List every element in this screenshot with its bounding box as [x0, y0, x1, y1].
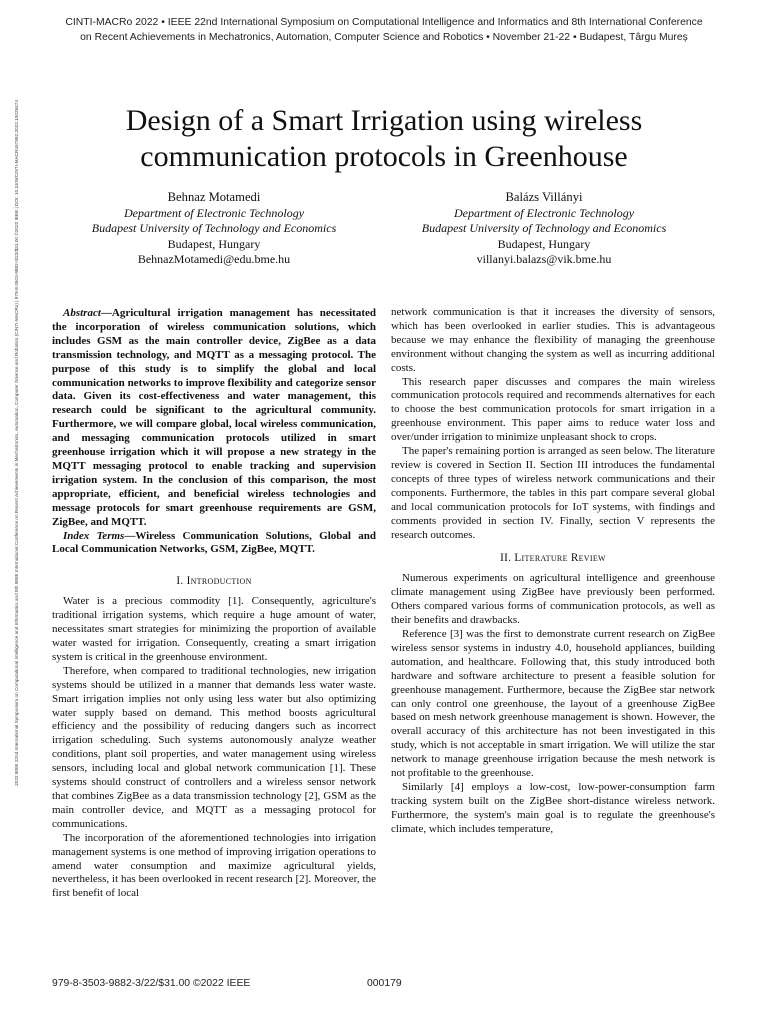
- section-number: II.: [500, 552, 512, 565]
- author-email: BehnazMotamedi@edu.bme.hu: [137, 251, 291, 266]
- section-title: Introduction: [186, 575, 252, 588]
- abstract: [52, 307, 376, 530]
- paragraph: Similarly [4] employs a low-cost, low-power-consumption farm tracking system built on the ZigBee short-distance wireless network. Furthermore, the system's main goal is to regulate the greenhouse's climate, which includes temperature,: [391, 781, 715, 835]
- author-location: Budapest, Hungary: [167, 236, 261, 251]
- paragraph: Therefore, when compared to traditional technologies, new irrigation systems should be utilized in a manner that demands less water waste. Smart irrigation implies not only using less water but also optimizing water supply based on demand. This method boosts agricultural efficiency and the possibility of reducing dangers such as incorrect irrigation scheduling. Such systems autonomously analyze weather conditions, plant soil properties, and water management using wireless sensors, including local and global network communication [1]. These systems should construct of controllers and a wireless sensor network that combines ZigBee as a data transmission technology [2], GSM as the main controller device, and MQTT as a messaging protocol for communications.: [52, 664, 376, 830]
- author-1: [44, 189, 384, 267]
- abstract-text: —Agricultural irrigation management has necessitated the incorporation of wireless communication solutions, which includes GSM as the main controller device, ZigBee as a data transmission technology, and MQTT as a messaging protocol. The purpose of this study is to simplify the global and local communication networks to improve flexibility and categorize sensor data. Given its cost-effectiveness and water management, this research could be significant to the agricultural community. Furthermore, we will compare global, local wireless communication, and messaging communication protocols utilized in smart greenhouse irrigation which it will propose a new strategy in the MQTT messaging protocol to enable tracking and supervision irrigation system. In the conclusion of this comparison, the most appropriate, efficient, and beneficial wireless technologies and message protocols for smart greenhouse requirements are GSM, ZigBee, and MQTT.: [52, 307, 376, 528]
- paragraph: This research paper discusses and compares the main wireless communication protocols required and recommends alternatives for each to choose the best communication protocols for smart irrigation in a greenhouse environment. This paper aims to reduce water loss and over/under irrigation to minimize unpleasant shock to crops.: [391, 375, 715, 444]
- section-heading-literature-review: [391, 551, 715, 565]
- author-department: Department of Electronic Technology: [123, 206, 305, 220]
- paragraph: Water is a precious commodity [1]. Consequently, agriculture's traditional irrigation systems, which require a huge amount of water, necessitates smart strategies for minimizing the proportion of available water wasted for irrigation. Consequently, creating a smart irrigation system is critical in the greenhouse environment.: [52, 595, 376, 663]
- index-terms-text: —Wireless Communication Solutions, Global and Local Communication Networks, GSM, ZigBee, MQTT.: [52, 529, 376, 556]
- author-university: Budapest University of Technology and Economics: [91, 221, 337, 236]
- paragraph: Numerous experiments on agricultural intelligence and greenhouse climate management using ZigBee have previously been performed. Others compared various forms of communication protocols, as well as their benefits and drawbacks.: [391, 572, 715, 627]
- page-number: 000179: [367, 978, 402, 989]
- paragraph: Reference [3] was the first to demonstrate current research on ZigBee wireless sensor systems in industry 4.0, household appliances, building automation, and healthcare. Following that, this study introduced both hardware and software architecture to present a feasible solution for greenhouse management. Furthermore, because the ZigBee star network can only control one greenhouse, the layout of a greenhouse ZigBee based on mesh network greenhouse management is shown. However, the overall accuracy of this architecture has not been investigated in this study, which is not acceptable in smart irrigation. We will utilize the star network to manage greenhouse irrigation because the mesh network is not profitable to the greenhouse.: [391, 628, 715, 780]
- index-terms-label: Index Terms: [63, 529, 125, 542]
- author-university: Budapest University of Technology and Economics: [421, 221, 667, 236]
- paragraph: network communication is that it increases the diversity of sensors, which has been overlooked in earlier studies. This is advantageous because we may enhance the flexibility of managing the greenhouse environment without changing the system as well as incurring additional costs.: [391, 306, 715, 374]
- section-title: Literature Review: [514, 552, 606, 565]
- index-terms: [52, 530, 376, 558]
- author-department: Department of Electronic Technology: [453, 206, 635, 220]
- side-citation-text: 2022 IEEE 22nd International Symposium on Computational Intelligence and Informatics and 8th IEEE International Conference on Recent Achievements in Mechatronics, Automation, Computer Science and Robotics (CINTI-MACRo) | 979-8-3503-9882-3/22/$31.00 ©2022 IEEE | DOI: 10.1109/CINTI-MACRo57952.2022.10029474: [14, 100, 19, 786]
- abstract-label: Abstract: [63, 307, 101, 319]
- author-name: Balázs Villányi: [505, 190, 583, 204]
- paper-title: Design of a Smart Irrigation using wireless communication protocols in Greenhouse: [125, 104, 643, 173]
- section-number: I.: [176, 575, 184, 588]
- paragraph: The incorporation of the aforementioned technologies into irrigation management systems is one method of improving irrigation operations to amend water consumption and maximize agricultural yields, nevertheless, it has been overlooked in recent research [2]. Moreover, the first benefit of local: [52, 831, 376, 900]
- author-name: Behnaz Motamedi: [167, 190, 261, 204]
- conference-header: [0, 16, 768, 45]
- author-email: villanyi.balazs@vik.bme.hu: [476, 251, 612, 266]
- footer-isbn: 979-8-3503-9882-3/22/$31.00 ©2022 IEEE: [52, 978, 251, 989]
- page-footer: [0, 978, 768, 992]
- author-2: [374, 189, 714, 267]
- left-column: [52, 307, 376, 901]
- conference-header-line-2: on Recent Achievements in Mechatronics, Automation, Computer Science and Robotics • November 21-22 • Budapest, Târgu Mureș: [80, 31, 688, 43]
- conference-header-line-1: CINTI-MACRo 2022 • IEEE 22nd International Symposium on Computational Intelligence and Informatics and 8th International Conference: [65, 17, 703, 28]
- section-heading-introduction: [52, 574, 376, 588]
- author-location: Budapest, Hungary: [497, 236, 591, 251]
- right-column: [391, 306, 715, 837]
- paragraph: The paper's remaining portion is arranged as seen below. The literature review is covered in Section II. Section III introduces the fundamental concepts of three types of wireless network communications and their components. Furthermore, the tables in this part compare several global and local communication protocols for IoT systems, with findings and comments provided in section IV. Finally, section V represents the research outcomes.: [391, 445, 715, 541]
